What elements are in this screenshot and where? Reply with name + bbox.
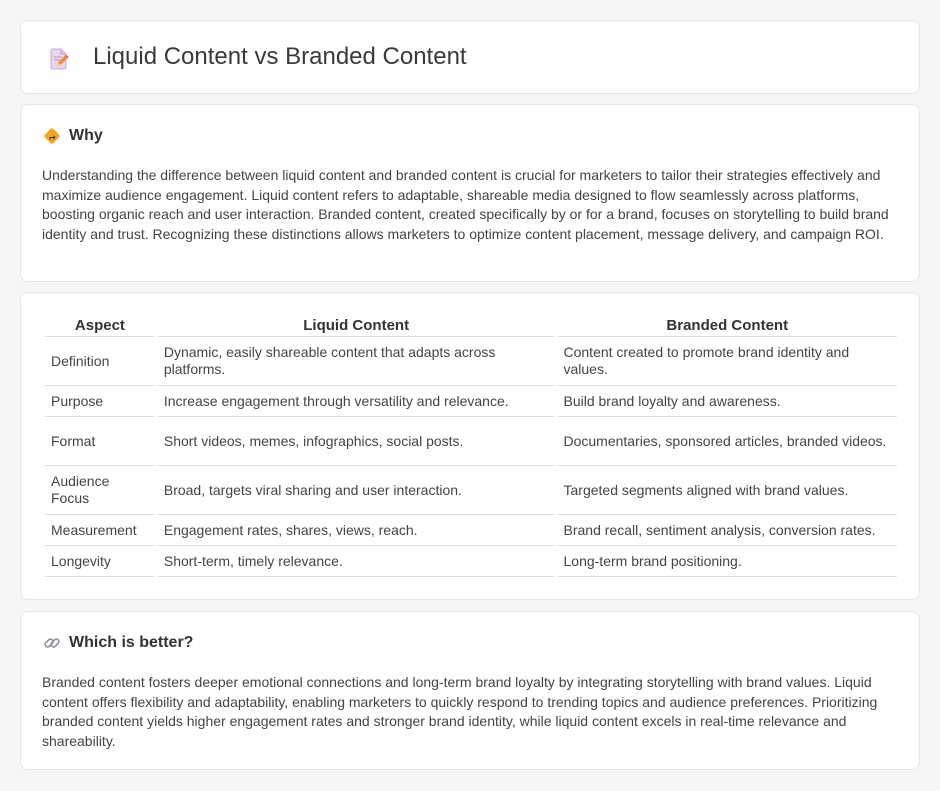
cell-liquid: Short-term, timely relevance. bbox=[158, 546, 555, 577]
header-branded: Branded Content bbox=[558, 315, 898, 337]
better-section bbox=[20, 611, 920, 770]
comparison-table bbox=[42, 315, 900, 577]
table-row bbox=[45, 466, 897, 515]
better-heading bbox=[43, 634, 193, 652]
cell-branded: Long-term brand positioning. bbox=[558, 546, 898, 577]
cell-aspect: Measurement bbox=[45, 515, 155, 546]
cell-aspect: Audience Focus bbox=[45, 466, 155, 515]
why-title: Why bbox=[69, 127, 103, 144]
why-section bbox=[20, 104, 920, 282]
cell-liquid: Increase engagement through versatility and relevance. bbox=[158, 386, 555, 417]
better-title: Which is better? bbox=[69, 634, 194, 651]
table-row bbox=[45, 546, 897, 577]
page-title: Liquid Content vs Branded Content bbox=[93, 43, 467, 70]
cell-liquid: Engagement rates, shares, views, reach. bbox=[158, 515, 555, 546]
why-heading bbox=[43, 127, 103, 145]
link-icon bbox=[43, 634, 61, 652]
comparison-section bbox=[20, 292, 920, 600]
cell-aspect: Longevity bbox=[45, 546, 155, 577]
table-row bbox=[45, 417, 897, 466]
table-row bbox=[45, 337, 897, 386]
cell-branded: Documentaries, sponsored articles, branded videos. bbox=[558, 417, 898, 466]
cell-branded: Targeted segments aligned with brand values. bbox=[558, 466, 898, 515]
cell-liquid: Dynamic, easily shareable content that adapts across platforms. bbox=[158, 337, 555, 386]
why-text: Understanding the difference between liquid content and branded content is crucial for marketers to tailor their strategies effectively and maximize audience engagement. Liquid content refers to adaptable, shareable media designed to flow seamlessly across platforms, boosting organic reach and user interaction. Branded content, created specifically by or for a brand, focuses on storytelling to build brand identity and trust. Recognizing these distinctions allows marketers to optimize content placement, message delivery, and campaign ROI. bbox=[42, 167, 889, 242]
cell-aspect: Format bbox=[45, 417, 155, 466]
cell-aspect: Definition bbox=[45, 337, 155, 386]
table-row bbox=[45, 515, 897, 546]
cell-liquid: Short videos, memes, infographics, social posts. bbox=[158, 417, 555, 466]
header-aspect: Aspect bbox=[45, 315, 155, 337]
cell-branded: Content created to promote brand identity and values. bbox=[558, 337, 898, 386]
cell-aspect: Purpose bbox=[45, 386, 155, 417]
header-card bbox=[20, 20, 920, 94]
cell-branded: Build brand loyalty and awareness. bbox=[558, 386, 898, 417]
diamond-sign-icon bbox=[43, 127, 61, 145]
table-row bbox=[45, 386, 897, 417]
cell-branded: Brand recall, sentiment analysis, conversion rates. bbox=[558, 515, 898, 546]
better-text: Branded content fosters deeper emotional connections and long-term brand loyalty by integrating storytelling with brand values. Liquid content offers flexibility and adaptability, enabling marketers to quickly respond to trending topics and audience preferences. Prioritizing branded content yields higher engagement rates and stronger brand identity, while liquid content excels in real-time relevance and shareability. bbox=[42, 674, 878, 749]
cell-liquid: Broad, targets viral sharing and user interaction. bbox=[158, 466, 555, 515]
header-liquid: Liquid Content bbox=[158, 315, 555, 337]
table-header-row bbox=[45, 315, 897, 337]
document-pencil-icon bbox=[47, 47, 71, 71]
